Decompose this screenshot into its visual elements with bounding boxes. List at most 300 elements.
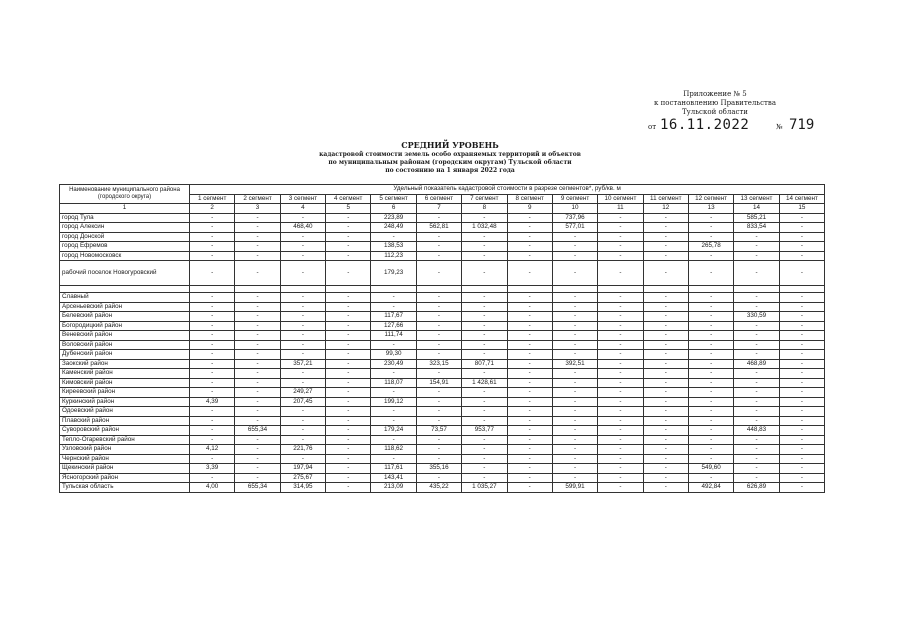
segment-value-cell: - — [598, 242, 643, 252]
segment-value-cell: - — [779, 261, 824, 286]
segment-value-cell: - — [643, 407, 688, 417]
segment-value-cell: - — [688, 223, 733, 233]
segment-value-cell: 626,89 — [734, 483, 779, 493]
segment-value-cell: - — [235, 416, 280, 426]
segment-value-cell: 4,39 — [190, 397, 235, 407]
segment-value-cell: - — [734, 445, 779, 455]
segment-value-cell: - — [235, 321, 280, 331]
table-row — [60, 223, 825, 233]
column-number: 4 — [280, 204, 325, 214]
segment-value-cell: 118,62 — [371, 445, 416, 455]
segment-value-cell: - — [779, 340, 824, 350]
segment-value-cell: - — [462, 397, 507, 407]
segment-value-cell: - — [462, 261, 507, 286]
segment-value-cell: - — [507, 445, 552, 455]
segment-value-cell: - — [643, 223, 688, 233]
empty-cell — [779, 286, 824, 293]
segment-value-cell: - — [280, 261, 325, 286]
segment-value-cell: - — [688, 293, 733, 303]
municipality-name: Одоевский район — [60, 407, 190, 417]
segment-value-cell: - — [688, 416, 733, 426]
segment-header: 13 сегмент — [734, 194, 779, 204]
segment-value-cell: - — [462, 454, 507, 464]
segment-header: 12 сегмент — [688, 194, 733, 204]
segment-value-cell: - — [235, 302, 280, 312]
segment-value-cell: - — [643, 473, 688, 483]
segment-value-cell: 392,51 — [552, 359, 597, 369]
empty-cell — [643, 286, 688, 293]
segment-value-cell: - — [643, 435, 688, 445]
segment-value-cell: - — [598, 435, 643, 445]
segment-value-cell: - — [779, 397, 824, 407]
segment-value-cell: - — [779, 331, 824, 341]
municipality-name: город Новомосковск — [60, 251, 190, 261]
municipality-name: Узловский район — [60, 445, 190, 455]
empty-cell — [235, 286, 280, 293]
segment-value-cell: - — [190, 293, 235, 303]
segment-value-cell: - — [598, 483, 643, 493]
segment-value-cell: - — [190, 331, 235, 341]
segment-value-cell: - — [416, 397, 461, 407]
document-subtitle-line: кадастровой стоимости земель особо охраняемых территорий и объектов — [319, 151, 581, 158]
segment-value-cell: 833,54 — [734, 223, 779, 233]
segment-value-cell: - — [280, 369, 325, 379]
segment-value-cell: - — [190, 416, 235, 426]
segment-value-cell: - — [779, 369, 824, 379]
segment-value-cell: - — [280, 213, 325, 223]
segment-value-cell: - — [280, 321, 325, 331]
column-number: 6 — [371, 204, 416, 214]
column-number: 12 — [643, 204, 688, 214]
segment-value-cell: - — [688, 426, 733, 436]
segment-value-cell: - — [643, 312, 688, 322]
segment-value-cell: 249,27 — [280, 388, 325, 398]
segment-value-cell: - — [462, 407, 507, 417]
segment-value-cell: - — [190, 359, 235, 369]
column-number: 1 — [60, 204, 190, 214]
segment-value-cell: - — [688, 454, 733, 464]
segment-value-cell: - — [552, 445, 597, 455]
segment-value-cell: - — [462, 388, 507, 398]
segment-value-cell: - — [552, 242, 597, 252]
segment-header: 4 сегмент — [326, 194, 371, 204]
segment-value-cell: - — [688, 302, 733, 312]
segment-value-cell: - — [598, 454, 643, 464]
segment-value-cell: - — [190, 242, 235, 252]
segment-value-cell: - — [235, 350, 280, 360]
segment-value-cell: - — [688, 251, 733, 261]
segment-value-cell: - — [643, 213, 688, 223]
segment-header: 5 сегмент — [371, 194, 416, 204]
segment-value-cell: - — [190, 321, 235, 331]
segment-value-cell: - — [235, 242, 280, 252]
segment-value-cell: - — [416, 312, 461, 322]
segment-value-cell: - — [552, 251, 597, 261]
segment-value-cell: - — [598, 473, 643, 483]
empty-cell — [688, 286, 733, 293]
segment-value-cell: - — [190, 312, 235, 322]
segment-value-cell: - — [280, 454, 325, 464]
segment-value-cell: - — [779, 223, 824, 233]
municipality-name: Арсеньевский район — [60, 302, 190, 312]
segment-value-cell: - — [507, 435, 552, 445]
segment-value-cell: 99,30 — [371, 350, 416, 360]
segment-value-cell: - — [734, 473, 779, 483]
segment-value-cell: 221,76 — [280, 445, 325, 455]
column-number: 7 — [416, 204, 461, 214]
segment-value-cell: - — [779, 242, 824, 252]
municipality-name: Щекинский район — [60, 464, 190, 474]
municipality-name: Славный — [60, 293, 190, 303]
municipality-name: Чернский район — [60, 454, 190, 464]
segment-value-cell: - — [190, 473, 235, 483]
segment-value-cell: - — [507, 454, 552, 464]
segment-value-cell: - — [326, 293, 371, 303]
column-number: 8 — [462, 204, 507, 214]
segment-value-cell: - — [734, 293, 779, 303]
segment-value-cell: - — [280, 312, 325, 322]
segment-value-cell: - — [779, 321, 824, 331]
segment-value-cell: - — [371, 232, 416, 242]
segment-value-cell: - — [371, 369, 416, 379]
segment-value-cell: - — [598, 416, 643, 426]
number-prefix: № — [776, 123, 783, 131]
segment-value-cell: - — [416, 369, 461, 379]
segment-value-cell: 199,12 — [371, 397, 416, 407]
segment-value-cell: - — [552, 331, 597, 341]
segment-header: 3 сегмент — [280, 194, 325, 204]
segment-value-cell: - — [326, 464, 371, 474]
table-row — [60, 251, 825, 261]
segment-value-cell: - — [598, 331, 643, 341]
column-number: 3 — [235, 204, 280, 214]
table-row — [60, 378, 825, 388]
segment-value-cell: - — [552, 416, 597, 426]
segment-value-cell: - — [326, 388, 371, 398]
segment-value-cell: 179,23 — [371, 261, 416, 286]
segment-value-cell: - — [643, 331, 688, 341]
segment-value-cell: 577,01 — [552, 223, 597, 233]
column-number: 14 — [734, 204, 779, 214]
segment-value-cell: - — [190, 378, 235, 388]
segment-value-cell: - — [416, 416, 461, 426]
segment-value-cell: 953,77 — [462, 426, 507, 436]
segment-value-cell: - — [371, 407, 416, 417]
segment-value-cell: - — [779, 483, 824, 493]
segment-value-cell: - — [190, 213, 235, 223]
segment-value-cell: - — [552, 312, 597, 322]
segment-value-cell: - — [643, 426, 688, 436]
segment-value-cell: 1 032,48 — [462, 223, 507, 233]
segment-value-cell: - — [371, 340, 416, 350]
segment-value-cell: - — [190, 388, 235, 398]
segment-value-cell: - — [688, 321, 733, 331]
segment-value-cell: - — [552, 454, 597, 464]
segment-value-cell: - — [598, 223, 643, 233]
segment-value-cell: - — [507, 350, 552, 360]
segment-value-cell: - — [643, 464, 688, 474]
segment-value-cell: - — [779, 416, 824, 426]
segment-value-cell: - — [779, 445, 824, 455]
segment-value-cell: 230,49 — [371, 359, 416, 369]
segment-value-cell: - — [507, 369, 552, 379]
segment-value-cell: - — [462, 251, 507, 261]
segment-header: 11 сегмент — [643, 194, 688, 204]
cadastral-value-table — [59, 184, 825, 493]
segment-value-cell: - — [779, 388, 824, 398]
segment-value-cell: - — [235, 232, 280, 242]
segment-value-cell: 223,89 — [371, 213, 416, 223]
municipality-name: Тепло-Огаревский район — [60, 435, 190, 445]
segment-value-cell: - — [734, 388, 779, 398]
segment-value-cell: 118,07 — [371, 378, 416, 388]
segment-value-cell: - — [326, 223, 371, 233]
segment-value-cell: - — [371, 454, 416, 464]
segment-value-cell: - — [779, 407, 824, 417]
segment-value-cell: - — [734, 302, 779, 312]
segment-value-cell: - — [280, 426, 325, 436]
segment-value-cell: - — [326, 232, 371, 242]
segment-value-cell: - — [552, 464, 597, 474]
municipality-name: Куркинский район — [60, 397, 190, 407]
municipality-name: Белевский район — [60, 312, 190, 322]
segment-value-cell: - — [688, 407, 733, 417]
decree-date-number — [640, 118, 820, 134]
segment-value-cell: - — [235, 473, 280, 483]
segment-value-cell: - — [688, 388, 733, 398]
segment-value-cell: - — [507, 312, 552, 322]
segment-value-cell: - — [643, 302, 688, 312]
segment-value-cell: - — [779, 251, 824, 261]
table-row — [60, 321, 825, 331]
segment-value-cell: - — [598, 350, 643, 360]
segment-value-cell: - — [598, 232, 643, 242]
segment-value-cell: - — [280, 340, 325, 350]
segment-value-cell: - — [280, 251, 325, 261]
segment-value-cell: - — [416, 331, 461, 341]
table-row — [60, 464, 825, 474]
segment-value-cell: - — [326, 350, 371, 360]
segment-value-cell: - — [643, 232, 688, 242]
segment-value-cell: - — [552, 397, 597, 407]
table-row — [60, 483, 825, 493]
segment-value-cell: 112,23 — [371, 251, 416, 261]
segment-value-cell: - — [326, 445, 371, 455]
segment-value-cell: - — [643, 397, 688, 407]
segment-value-cell: - — [643, 445, 688, 455]
segment-value-cell: 138,53 — [371, 242, 416, 252]
segment-value-cell: 492,84 — [688, 483, 733, 493]
name-column-header: Наименование муниципального района (городского округа) — [60, 185, 190, 204]
municipality-name: город Тула — [60, 213, 190, 223]
table-row — [60, 232, 825, 242]
segment-value-cell: - — [643, 416, 688, 426]
empty-cell — [598, 286, 643, 293]
appendix-line: Тульской области — [682, 108, 748, 116]
segment-value-cell: - — [326, 321, 371, 331]
segment-value-cell: - — [462, 302, 507, 312]
table-body — [60, 213, 825, 492]
column-number: 11 — [598, 204, 643, 214]
segment-value-cell: - — [779, 293, 824, 303]
segment-value-cell: - — [643, 350, 688, 360]
segment-value-cell: - — [552, 388, 597, 398]
segment-value-cell: - — [598, 340, 643, 350]
segment-value-cell: - — [507, 426, 552, 436]
segment-value-cell: - — [734, 435, 779, 445]
segment-value-cell: 4,12 — [190, 445, 235, 455]
segment-value-cell: - — [416, 251, 461, 261]
document-subtitle-line: по муниципальным районам (городским округам) Тульской области — [328, 159, 572, 166]
municipality-name: рабочий поселок Новогуровский — [60, 261, 190, 286]
segment-value-cell: - — [280, 407, 325, 417]
segment-value-cell: - — [280, 350, 325, 360]
municipality-name: Тульская область — [60, 483, 190, 493]
column-number: 10 — [552, 204, 597, 214]
table-row — [60, 388, 825, 398]
segment-value-cell: - — [326, 369, 371, 379]
segment-value-cell: - — [779, 464, 824, 474]
table-row — [60, 407, 825, 417]
segment-value-cell: 213,09 — [371, 483, 416, 493]
municipality-name: Суворовский район — [60, 426, 190, 436]
column-number: 13 — [688, 204, 733, 214]
municipality-name: Веневский район — [60, 331, 190, 341]
segment-value-cell: - — [688, 435, 733, 445]
appendix-block — [640, 90, 790, 117]
municipality-name: Каменский район — [60, 369, 190, 379]
segment-value-cell: - — [507, 293, 552, 303]
segment-value-cell: 127,66 — [371, 321, 416, 331]
segment-value-cell: - — [688, 369, 733, 379]
segment-value-cell: - — [507, 407, 552, 417]
segment-value-cell: - — [235, 223, 280, 233]
segment-value-cell: - — [507, 340, 552, 350]
segment-value-cell: - — [235, 407, 280, 417]
segment-value-cell: - — [416, 407, 461, 417]
segment-value-cell: - — [462, 293, 507, 303]
segment-value-cell: - — [688, 340, 733, 350]
segment-value-cell: - — [734, 350, 779, 360]
segment-value-cell: - — [734, 321, 779, 331]
segment-value-cell: - — [734, 251, 779, 261]
segment-value-cell: - — [552, 369, 597, 379]
municipality-name: Кимовский район — [60, 378, 190, 388]
segment-value-cell: - — [416, 388, 461, 398]
segment-value-cell: 355,16 — [416, 464, 461, 474]
column-number: 15 — [779, 204, 824, 214]
segment-value-cell: - — [416, 445, 461, 455]
segment-value-cell: - — [779, 435, 824, 445]
segment-value-cell: - — [462, 232, 507, 242]
segment-value-cell: - — [416, 454, 461, 464]
segment-value-cell: - — [507, 321, 552, 331]
segment-value-cell: 1 428,61 — [462, 378, 507, 388]
segment-value-cell: 807,71 — [462, 359, 507, 369]
segment-value-cell: 562,81 — [416, 223, 461, 233]
segment-value-cell: 73,57 — [416, 426, 461, 436]
segment-value-cell: - — [462, 416, 507, 426]
segment-value-cell: - — [235, 261, 280, 286]
segment-value-cell: - — [688, 331, 733, 341]
table-row — [60, 242, 825, 252]
segment-value-cell: - — [507, 302, 552, 312]
segment-value-cell: 585,21 — [734, 213, 779, 223]
table-row — [60, 416, 825, 426]
segment-value-cell: - — [190, 426, 235, 436]
segment-value-cell: - — [643, 242, 688, 252]
segment-value-cell: 357,21 — [280, 359, 325, 369]
segment-value-cell: - — [326, 359, 371, 369]
segment-value-cell: - — [190, 223, 235, 233]
table-row — [60, 293, 825, 303]
segment-value-cell: - — [416, 213, 461, 223]
segment-value-cell: - — [507, 242, 552, 252]
segment-value-cell: - — [416, 340, 461, 350]
segment-value-cell: - — [507, 359, 552, 369]
segment-value-cell: - — [462, 435, 507, 445]
municipality-name: Плавский район — [60, 416, 190, 426]
segment-value-cell: - — [416, 232, 461, 242]
segment-value-cell: - — [779, 378, 824, 388]
segment-value-cell: - — [598, 302, 643, 312]
municipality-name: Дубенский район — [60, 350, 190, 360]
segment-value-cell: 655,34 — [235, 483, 280, 493]
segment-value-cell: - — [734, 232, 779, 242]
empty-cell — [462, 286, 507, 293]
segment-value-cell: 468,40 — [280, 223, 325, 233]
empty-cell — [280, 286, 325, 293]
segment-value-cell: - — [507, 416, 552, 426]
segment-value-cell: - — [462, 445, 507, 455]
segment-value-cell: - — [598, 426, 643, 436]
segment-value-cell: - — [326, 261, 371, 286]
segment-value-cell: - — [507, 473, 552, 483]
segment-value-cell: - — [462, 312, 507, 322]
table-row — [60, 454, 825, 464]
segment-value-cell: - — [779, 232, 824, 242]
empty-cell — [416, 286, 461, 293]
segment-value-cell: - — [371, 293, 416, 303]
segment-value-cell: - — [371, 302, 416, 312]
segment-value-cell: - — [462, 242, 507, 252]
segment-value-cell: - — [235, 359, 280, 369]
segment-value-cell: - — [779, 454, 824, 464]
empty-cell — [552, 286, 597, 293]
empty-cell — [734, 286, 779, 293]
segment-value-cell: - — [598, 213, 643, 223]
segment-value-cell: - — [734, 378, 779, 388]
empty-cell — [507, 286, 552, 293]
segment-value-cell: - — [552, 293, 597, 303]
segment-value-cell: - — [598, 312, 643, 322]
segment-value-cell: - — [598, 261, 643, 286]
segment-value-cell: 143,41 — [371, 473, 416, 483]
segment-value-cell: - — [326, 407, 371, 417]
segment-header: 10 сегмент — [598, 194, 643, 204]
segment-value-cell: 197,94 — [280, 464, 325, 474]
segment-value-cell: - — [235, 293, 280, 303]
segment-value-cell: - — [326, 213, 371, 223]
segment-value-cell: - — [326, 378, 371, 388]
segment-value-cell: - — [643, 293, 688, 303]
segment-value-cell: - — [552, 261, 597, 286]
column-number: 2 — [190, 204, 235, 214]
segment-value-cell: - — [235, 312, 280, 322]
segment-value-cell: - — [235, 388, 280, 398]
segment-value-cell: 314,95 — [280, 483, 325, 493]
segment-value-cell: - — [643, 388, 688, 398]
